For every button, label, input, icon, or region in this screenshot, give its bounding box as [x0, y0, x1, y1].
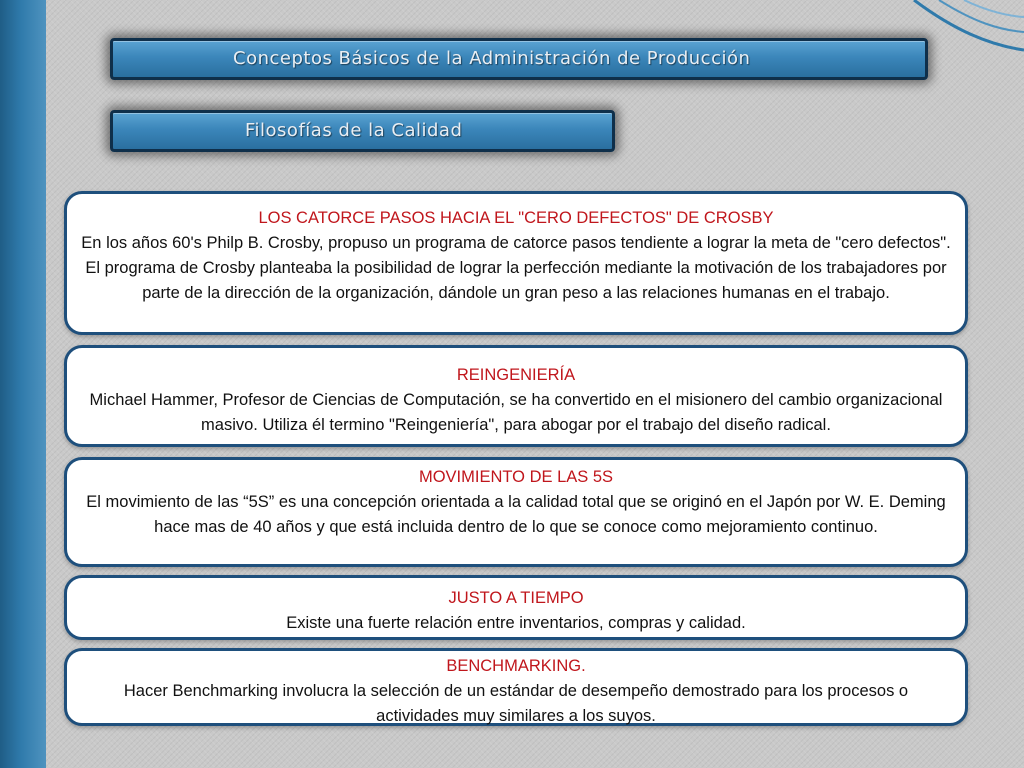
card-5s [64, 457, 968, 567]
card-reingenieria [64, 345, 968, 447]
card-title: REINGENIERÍA [456, 366, 576, 384]
card-body: Michael Hammer, Profesor de Ciencias de Computación, se ha convertido en el misionero del cambio organizacional masivo. Utiliza él termino "Reingeniería", para abogar por el trabajo del diseño radical. [89, 391, 943, 434]
card-body: El movimiento de las “5S” es una concepción orientada a la calidad total que se originó en el Japón por W. E. Deming hace mas de 40 años y que está incluida dentro de lo que se conoce como mejoramiento continuo. [86, 493, 946, 536]
card-title: BENCHMARKING. [446, 657, 586, 675]
card-benchmarking [64, 648, 968, 726]
card-crosby [64, 191, 968, 335]
slide-title-banner [110, 38, 928, 80]
slide-title: Conceptos Básicos de la Administración de Producción [233, 48, 751, 69]
card-title: JUSTO A TIEMPO [448, 589, 584, 607]
card-body: Existe una fuerte relación entre inventarios, compras y calidad. [286, 614, 746, 632]
card-title: MOVIMIENTO DE LAS 5S [418, 468, 614, 486]
card-justo-a-tiempo [64, 575, 968, 640]
card-body: Hacer Benchmarking involucra la selección de un estándar de desempeño demostrado para los procesos o actividades muy similares a los suyos. [123, 682, 909, 725]
left-decorative-band [0, 0, 46, 768]
slide-subtitle-banner [110, 110, 615, 152]
card-body: En los años 60's Philp B. Crosby, propuso un programa de catorce pasos tendiente a lograr la meta de "cero defectos". El programa de Crosby planteaba la posibilidad de lograr la perfección mediante la motivación de los trabajadores por parte de la dirección de la organización, dándole un gran peso a las relaciones humanas en el trabajo. [81, 234, 951, 302]
slide-subtitle: Filosofías de la Calidad [245, 120, 463, 141]
card-title: LOS CATORCE PASOS HACIA EL "CERO DEFECTOS" DE CROSBY [258, 209, 774, 227]
